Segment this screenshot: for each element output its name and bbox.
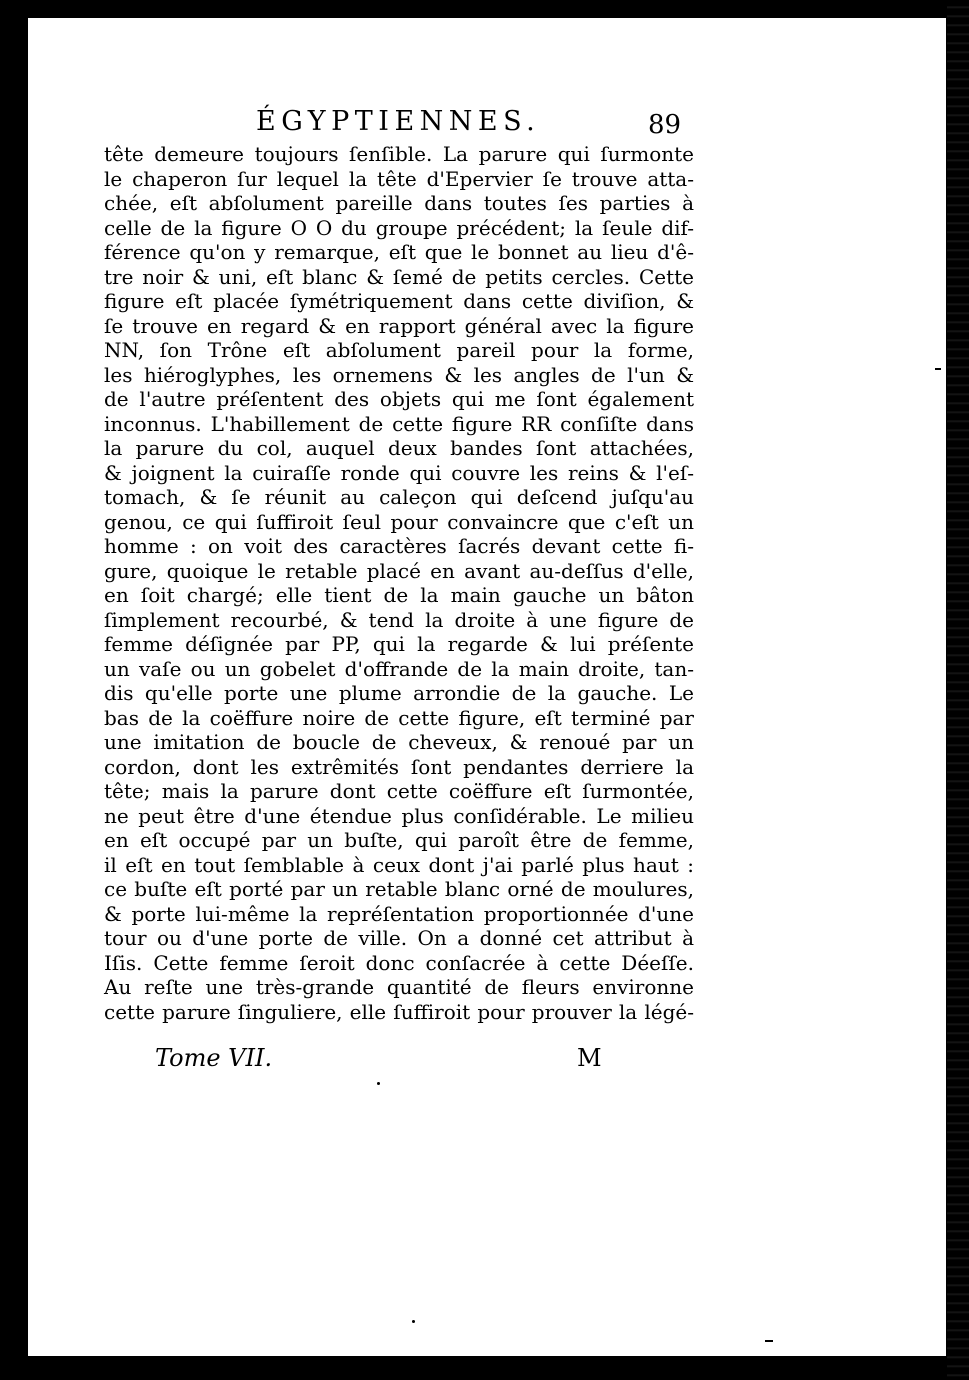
ink-speck — [377, 1082, 380, 1085]
text-line: ſe trouve en regard & en rapport général avec la figure — [104, 313, 694, 338]
text-line: tête demeure toujours ſenſible. La parure qui ſurmonte — [104, 142, 694, 166]
text-line: Iſis. Cette femme ſeroit donc conſacrée à cette Déeſſe. — [104, 950, 694, 975]
text-line: gure, quoique le retable placé en avant au-deſſus d'elle, — [104, 558, 694, 583]
text-line: tête; mais la parure dont cette coëffure eſt ſurmontée, — [104, 779, 694, 803]
scan-edge-noise — [947, 0, 969, 1380]
body-text — [104, 142, 694, 1024]
text-line: la parure du col, auquel deux bandes ſont attachées, — [104, 436, 694, 460]
text-line: tour ou d'une porte de ville. On a donné cet attribut à — [104, 926, 694, 950]
text-line: le chaperon ſur lequel la tête d'Epervier ſe trouve atta- — [104, 166, 694, 191]
volume-label: Tome VII. — [155, 1044, 273, 1072]
text-line: ce buſte eſt porté par un retable blanc orné de moulures, — [104, 877, 694, 901]
text-line: chée, eſt abſolument pareille dans toutes ſes parties à — [104, 191, 694, 215]
text-line: cordon, dont les extrêmités ſont pendantes derriere la — [104, 754, 694, 779]
text-line: en ſoit chargé; elle tient de la main gauche un bâton — [104, 583, 694, 607]
page-header — [0, 104, 969, 144]
text-line: ſimplement recourbé, & tend la droite à une figure de — [104, 607, 694, 632]
text-line: en eſt occupé par un buſte, qui paroît être de femme, — [104, 828, 694, 852]
text-line: de l'autre préſentent des objets qui me ſont également — [104, 387, 694, 411]
text-line: femme déſignée par PP, qui la regarde & lui préſente — [104, 632, 694, 656]
text-line: dis qu'elle porte une plume arrondie de la gauche. Le — [104, 681, 694, 705]
text-line: figure eſt placée ſymétriquement dans cette diviſion, & — [104, 289, 694, 313]
text-line: inconnus. L'habillement de cette figure RR conſiſte dans — [104, 411, 694, 436]
text-line: celle de la figure O O du groupe précédent; la ſeule dif- — [104, 215, 694, 240]
text-line: & porte lui-même la repréſentation proportionnée d'une — [104, 901, 694, 926]
text-line: Au reſte une très-grande quantité de fleurs environne — [104, 975, 694, 999]
page-footer — [0, 1044, 969, 1080]
text-line: il eſt en tout ſemblable à ceux dont j'ai parlé plus haut : — [104, 852, 694, 877]
text-line: tomach, & ſe réunit au caleçon qui deſcend juſqu'au — [104, 485, 694, 509]
text-line: les hiéroglyphes, les ornemens & les angles de l'un & — [104, 362, 694, 387]
running-title: ÉGYPTIENNES. — [256, 106, 541, 137]
text-line: cette parure ſinguliere, elle ſuffiroit pour prouver la légé- — [104, 999, 694, 1024]
text-line: bas de la coëffure noire de cette figure, eſt terminé par — [104, 705, 694, 730]
text-line: une imitation de boucle de cheveux, & renoué par un — [104, 730, 694, 754]
text-line: férence qu'on y remarque, eſt que le bonnet au lieu d'ê- — [104, 240, 694, 264]
margin-mark — [935, 368, 941, 370]
ink-speck — [412, 1320, 415, 1323]
text-line: ne peut être d'une étendue plus conſidérable. Le milieu — [104, 803, 694, 828]
text-line: NN, ſon Trône eſt abſolument pareil pour la forme, — [104, 338, 694, 362]
signature-mark: M — [577, 1044, 602, 1072]
page-number: 89 — [648, 110, 682, 140]
text-line: genou, ce qui ſuffiroit ſeul pour convaincre que c'eſt un — [104, 509, 694, 534]
text-line: homme : on voit des caractères ſacrés devant cette fi- — [104, 534, 694, 558]
text-line: un vaſe ou un gobelet d'offrande de la main droite, tan- — [104, 656, 694, 681]
text-line: tre noir & uni, eſt blanc & ſemé de petits cercles. Cette — [104, 264, 694, 289]
text-line: & joignent la cuiraſſe ronde qui couvre les reins & l'eſ- — [104, 460, 694, 485]
margin-mark — [765, 1340, 773, 1342]
